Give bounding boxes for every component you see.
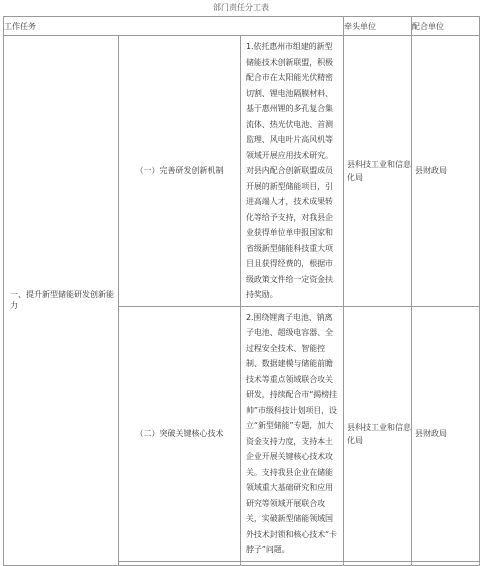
sub-task-cell: （二）突破关键核心技术 bbox=[119, 306, 241, 561]
lead-unit-cell: 县科技工业和信息化局 bbox=[344, 306, 412, 561]
empty-cell bbox=[344, 561, 412, 565]
document-title: 部门责任分工表 bbox=[213, 3, 269, 12]
main-task-cell: 一、提升新型储能研发创新能力 bbox=[4, 36, 119, 566]
lead-unit-cell: 县科技工业和信息化局 bbox=[344, 36, 412, 307]
empty-cell bbox=[412, 561, 480, 565]
header-task: 工作任务 bbox=[4, 17, 344, 36]
responsibility-table bbox=[3, 16, 480, 566]
header-lead-unit: 牵头单位 bbox=[344, 17, 412, 36]
empty-cell bbox=[241, 561, 344, 565]
header-coop-unit: 配合单位 bbox=[412, 17, 480, 36]
sub-task-cell: （一）完善研发创新机制 bbox=[119, 36, 241, 307]
coop-unit-cell: 县财政局 bbox=[412, 36, 480, 307]
empty-cell bbox=[119, 561, 241, 565]
table-row bbox=[4, 36, 480, 307]
coop-unit-cell: 县财政局 bbox=[412, 306, 480, 561]
task-description-cell: 1.依托惠州市组建的新型储能技术创新联盟，积极配合市在太阳能光伏精密切割、锂电池隔膜材料、基于惠州锂的多孔复合集流体、热光伏电池、首测监理、风电叶片高风机等领域开展应用技术研究。对县内配合创新联盟成员开展的新型储能项目，引进高端人才，技术成果转化等给予支持，对我县企业获得单位单申报国家和省级新型储能科技重大项目且获得经费的，根据市级政策文件给一定资金扶持奖励。 bbox=[241, 36, 344, 307]
table-header-row bbox=[4, 17, 480, 36]
task-description-cell: 2.围绕锂离子电池、钠离子电池、超级电容器、全过程安全技术、智能控制、数据建模与储能前瞻技术等重点领域联合攻关研发，持续配合市“揭榜挂帅”市级科技计划项目，设立“新型储能”专题，加大资金支持力度，支持本土企业开展关键核心技术攻关。支持我县企业在储能领域重大基础研究和应用研究等领域开展联合攻关，实破新型储能领域国外技术封锁和核心技术“卡脖子”问题。 bbox=[241, 306, 344, 561]
